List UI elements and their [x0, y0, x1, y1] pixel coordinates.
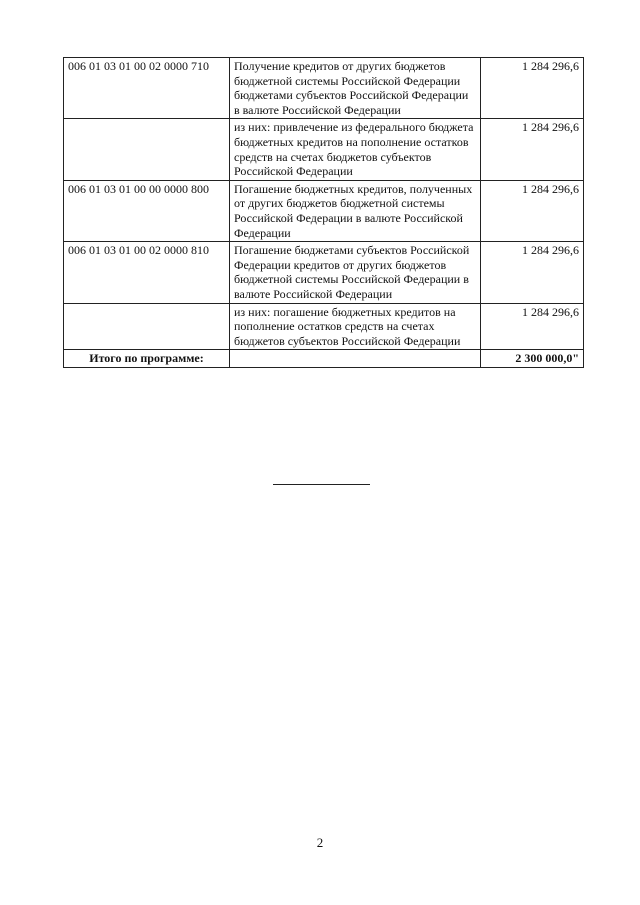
total-empty-cell [230, 350, 481, 368]
budget-code-cell [64, 303, 230, 350]
total-row [64, 350, 584, 368]
total-amount: 2 300 000,0" [481, 350, 584, 368]
description-cell: Получение кредитов от других бюджетов бюджетной системы Российской Федерации бюджетами субъектов Российской Федерации в валюте Российской Федерации [230, 58, 481, 119]
description-cell: Погашение бюджетами субъектов Российской Федерации кредитов от других бюджетов бюджетной системы Российской Федерации в валюте Российской Федерации [230, 242, 481, 303]
amount-cell: 1 284 296,6 [481, 58, 584, 119]
description-cell: из них: погашение бюджетных кредитов на пополнение остатков средств на счетах бюджетов субъектов Российской Федерации [230, 303, 481, 350]
table-row [64, 242, 584, 303]
amount-cell: 1 284 296,6 [481, 242, 584, 303]
table-row [64, 303, 584, 350]
total-label: Итого по программе: [64, 350, 230, 368]
budget-code-cell: 006 01 03 01 00 02 0000 810 [64, 242, 230, 303]
page-number: 2 [316, 835, 324, 850]
amount-cell: 1 284 296,6 [481, 303, 584, 350]
amount-cell: 1 284 296,6 [481, 180, 584, 241]
table-row [64, 180, 584, 241]
budget-table [63, 57, 584, 368]
budget-code-cell: 006 01 03 01 00 02 0000 710 [64, 58, 230, 119]
table-row [64, 58, 584, 119]
budget-code-cell [64, 119, 230, 180]
table-row [64, 119, 584, 180]
budget-code-cell: 006 01 03 01 00 00 0000 800 [64, 180, 230, 241]
description-cell: из них: привлечение из федерального бюджета бюджетных кредитов на пополнение остатков средств на счетах бюджетов субъектов Российской Федерации [230, 119, 481, 180]
separator-line [273, 484, 370, 485]
amount-cell: 1 284 296,6 [481, 119, 584, 180]
description-cell: Погашение бюджетных кредитов, полученных от других бюджетов бюджетной системы Российской Федерации в валюте Российской Федерации [230, 180, 481, 241]
